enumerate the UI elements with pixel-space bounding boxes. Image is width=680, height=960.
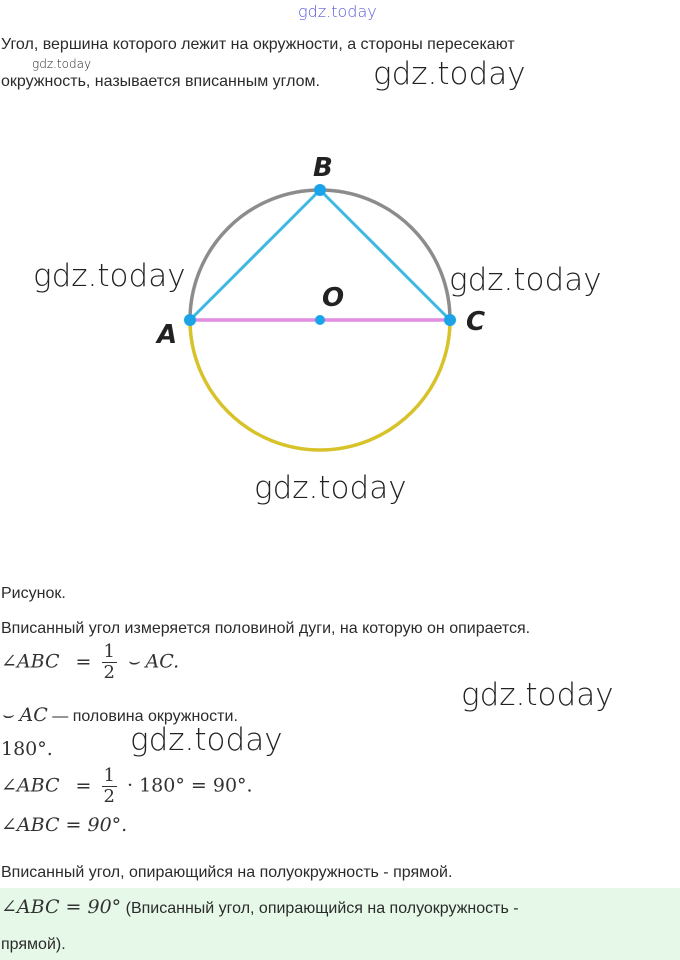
chord-ab — [190, 190, 320, 320]
answer-math: ∠ABC = 90° — [1, 896, 122, 918]
point-b — [314, 184, 326, 196]
fraction-numerator: 1 — [103, 641, 115, 662]
lower-arc — [190, 320, 450, 450]
watermark-intro: gdz.today — [373, 56, 526, 92]
intro-line-1: Угол, вершина которого лежит на окружности, а стороны пересекают — [1, 36, 515, 53]
fraction-2-denominator: 2 — [103, 786, 115, 807]
statement: Вписанный угол измеряется половиной дуги, на которую он опирается. — [1, 620, 531, 637]
fraction-half — [102, 642, 117, 683]
formula-4-eq: = — [75, 774, 92, 797]
intro-line-2: окружность, называется вписанным углом. — [1, 73, 320, 90]
formula-1-angle: ∠ABC — [1, 650, 60, 673]
answer-text-1: (Вписанный угол, опирающийся на полуокружность - — [121, 900, 519, 917]
top-watermark: gdz.today — [298, 2, 377, 21]
formula-4 — [1, 766, 253, 807]
label-o: O — [322, 283, 345, 313]
label-b: B — [313, 153, 333, 183]
fraction-half-2 — [102, 766, 117, 807]
watermark-bottom: gdz.today — [254, 470, 407, 506]
inscribed-angle-figure — [0, 140, 680, 480]
fraction-denominator: 2 — [103, 662, 115, 683]
formula-2-text: — половина окружности. — [47, 708, 238, 725]
formula-1 — [1, 642, 179, 683]
formula-4-angle: ∠ABC — [1, 774, 60, 797]
formula-3: 180°. — [1, 738, 53, 760]
fraction-2-numerator: 1 — [103, 765, 115, 786]
answer-text-2: прямой). — [1, 936, 66, 953]
conclusion: Вписанный угол, опирающийся на полуокружность - прямой. — [1, 864, 453, 881]
formula-1-arc: ⌣ AC. — [127, 650, 180, 673]
point-a — [184, 314, 196, 326]
answer-line-1 — [1, 896, 519, 918]
formula-4-right: · 180° = 90°. — [127, 774, 253, 797]
watermark-right: gdz.today — [449, 262, 602, 298]
small-watermark: gdz.today — [32, 57, 92, 71]
watermark-formula-right: gdz.today — [461, 677, 614, 713]
formula-2-arc: ⌣ AC — [1, 704, 48, 726]
label-c: C — [466, 307, 486, 337]
upper-arc — [190, 190, 450, 320]
figure-caption: Рисунок. — [1, 585, 66, 602]
label-a: A — [157, 320, 178, 350]
point-c — [444, 314, 456, 326]
formula-5: ∠ABC = 90°. — [1, 814, 128, 836]
answer-box — [0, 888, 680, 960]
point-o — [315, 315, 325, 325]
watermark-formula-mid: gdz.today — [130, 722, 283, 758]
watermark-left: gdz.today — [33, 258, 186, 294]
formula-1-eq: = — [75, 650, 92, 673]
